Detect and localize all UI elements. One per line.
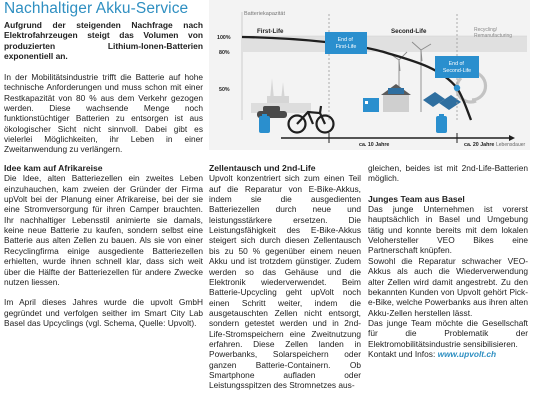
column-3 — [368, 163, 528, 359]
column-1 — [4, 163, 203, 328]
paragraph-gesellschaft: Das junge Team möchte die Gesellschaft für die Problematik der Elektromobilitätsindustrie sensibilisieren. — [368, 317, 528, 349]
end-second-life-callout — [435, 56, 479, 78]
end-first-life-line2: First-Life — [335, 44, 357, 50]
paragraph-gap — [368, 184, 528, 194]
end-first-life-callout — [325, 32, 367, 54]
paragraph-zellentausch: Upvolt konzentriert sich zum einen Teil auf die Reparatur von E-Bike-Akkus, indem sie die ausgedienten Batteriezellen durch neue und leistungsstärkere ersetzen. Die Leistungsfähigkeit des E-Bike-Akkus steigert sich durch diesen Zellentausch bis zu 50 % gegenüber einem neuen Akku und ist trotzdem günstiger. Zudem werden so das Gehäuse und die Elektronik wiederverwendet. Beim Batterie-Upcycling geht upVolt noch einen Schritt weiter, indem die ausgetauschten Zellen nicht entsorgt, sondern getestet werden und in 2nd-Life-Stromspeichern eine Zweitnutzung erfahren. Diese Zellen landen in Powerbanks, Solarspeichern oder ganzen Batterie-Containern. Ob Smartphone aufladen oder Leistungsspitzen des Stromnetzes aus- — [209, 173, 361, 391]
contact-line — [368, 349, 528, 359]
intro-paragraph: In der Mobilitätsindustrie trifft die Batterie auf hohe technische Anforderungen und muss schon mit einer Restkapazität von 80 % aus dem Verkehr gezogen werden. Diese wachsende Menge noch funktionstüchtiger Batterien zu entsorgen ist aus ökologischer Sicht nicht sinnvoll. Dabei gibt es vielerlei Möglichkeiten, ihr Leben in einer Zweitanwendung zu verlängern. — [4, 72, 203, 155]
lead-paragraph: Aufgrund der steigenden Nachfrage nach Elektrofahrzeugen steigt das Volumen von produzierten Lithium-Ionen-Batterien exponentiell an. — [4, 20, 203, 62]
tick-label-50: 50% — [219, 87, 230, 93]
column-2 — [209, 163, 361, 391]
end-first-life-text — [336, 37, 357, 50]
section-heading-zellentausch: Zellentausch und 2nd-Life — [209, 163, 316, 173]
battery-container-illustration — [363, 98, 379, 112]
end-second-life-line2: Second-Life — [442, 68, 472, 74]
tick-label-100: 100% — [217, 35, 231, 41]
x-label-10y: ca. 10 Jahre — [359, 142, 390, 148]
first-life-label: First-Life — [257, 28, 284, 35]
paragraph-continuation: gleichen, beides ist mit 2nd-Life-Batterien möglich. — [368, 163, 528, 184]
paragraph-idee: Die Idee, alten Batteriezellen ein zweites Leben einzuhauchen, kam zweien der Gründer der Firma upVolt bei der Planung einer Afrikareise, bei der sie eine Stromversorgung für ihren Camper brauchten. Ihr nachhaltiger Lebensstil animierte sie damals, keine neue Batterie zu kaufen, sondern selbst eine Batterie aus alten Zellen zu bauen. Als sie von einer Recyclingfirma einige ausgediente Batteriezellen erhielten, wurde ihnen schnell klar, dass sich weit über die Hälfte der Batteriezellen für andere Zwecke nutzen liessen. — [4, 173, 203, 287]
paragraph-reparatur: Sowohl die Reparatur schwacher VEO-Akkus als auch die Wiederverwendung alter Zellen wird damit angestrebt. Zu den bekannten Kunden von Upvolt gehört Pick-e-Bike, welche Powerbanks aus ihren alten Akku-Zellen herstellen lässt. — [368, 255, 528, 318]
section-heading-afrikareise: Idee kam auf Afrikareise — [4, 163, 103, 173]
battery-lifecycle-diagram — [209, 0, 530, 150]
x-label-20y: ca. 20 Jahre — [464, 142, 495, 148]
x-axis-label: Lebensdauer — [496, 142, 526, 148]
end-first-life-line1: End of — [337, 37, 353, 43]
battery-icon-20y — [436, 114, 447, 133]
contact-prefix: Kontakt und Infos: — [368, 348, 438, 359]
battery-icon-10y — [259, 114, 270, 133]
second-life-label: Second-Life — [391, 28, 427, 35]
paragraph-team: Das junge Unternehmen ist vorerst hauptsächlich in Basel und Umgebung tätig und konnte bereits mit dem lokalen Velohersteller VEO Bikes eine Partnerschaft knüpfen. — [368, 204, 528, 256]
end-second-life-line1: End of — [448, 61, 464, 67]
y-axis-label: Batteriekapazität — [244, 11, 285, 17]
tick-label-80: 80% — [219, 50, 230, 56]
article-title: Nachhaltiger Akku-Service — [4, 0, 189, 17]
paragraph-gruendung: Im April dieses Jahres wurde die upvolt GmbH gegründet und verfolgen seither im Smart City Lab Basel das Upcyclings (vgl. Schema, Quelle: Upvolt). — [4, 297, 203, 328]
upvolt-website-link[interactable]: www.upvolt.ch — [437, 348, 497, 359]
recycling-label-line2: Remanufacturing — [474, 33, 513, 39]
section-heading-team: Junges Team aus Basel — [368, 193, 465, 204]
end-second-life-marker — [454, 85, 460, 91]
paragraph-gap — [4, 287, 203, 297]
recycling-label-line1: Recycling/ — [474, 27, 498, 33]
